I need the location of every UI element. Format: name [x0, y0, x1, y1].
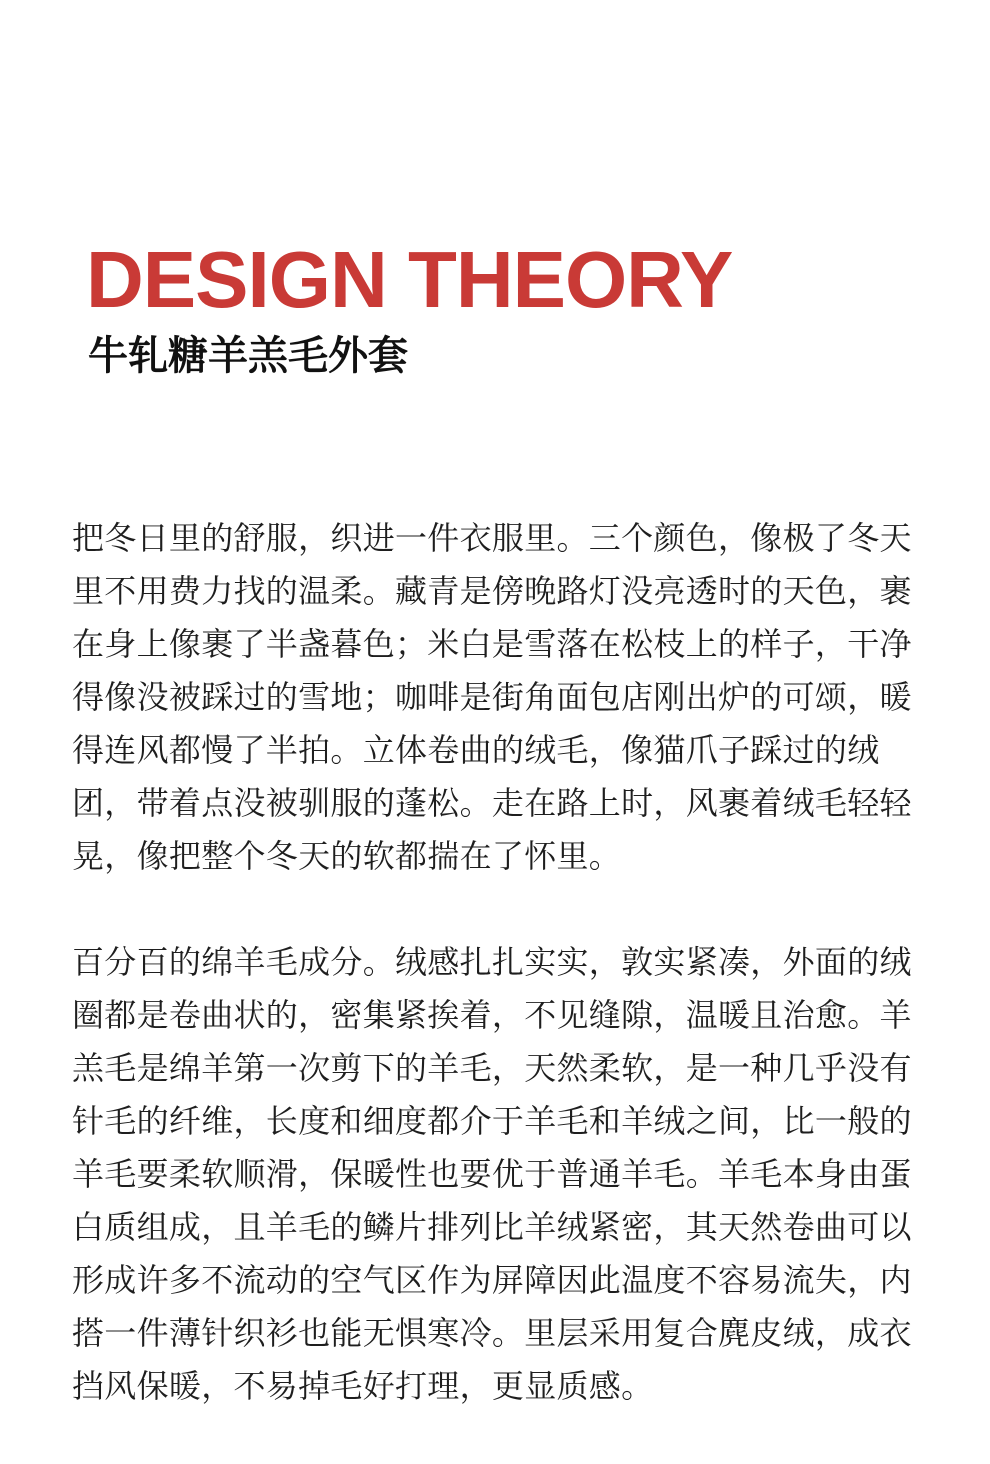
page-title: DESIGN THEORY [86, 235, 733, 324]
page-subtitle: 牛轧糖羊羔毛外套 [88, 333, 408, 379]
body-paragraph-2: 百分百的绵羊毛成分。绒感扎扎实实，敦实紧凑，外面的绒圈都是卷曲状的，密集紧挨着，不见缝隙，温暖且治愈。羊羔毛是绵羊第一次剪下的羊毛，天然柔软，是一种几乎没有针毛的纤维，长度和细度都介于羊毛和羊绒之间，比一般的羊毛要柔软顺滑，保暖性也要优于普通羊毛。羊毛本身由蛋白质组成，且羊毛的鳞片排列比羊绒紧密，其天然卷曲可以形成许多不流动的空气区作为屏障因此温度不容易流失，内搭一件薄针织衫也能无惧寒冷。里层采用复合麂皮绒，成衣挡风保暖，不易掉毛好打理，更显质感。 [72, 943, 912, 1405]
body-paragraph-1: 把冬日里的舒服，织进一件衣服里。三个颜色，像极了冬天里不用费力找的温柔。藏青是傍晚路灯没亮透时的天色，裹在身上像裹了半盏暮色；米白是雪落在松枝上的样子，干净得像没被踩过的雪地；咖啡是街角面包店刚出炉的可颂，暖得连风都慢了半拍。立体卷曲的绒毛，像猫爪子踩过的绒团，带着点没被驯服的蓬松。走在路上时，风裹着绒毛轻轻晃，像把整个冬天的软都揣在了怀里。 [72, 519, 912, 875]
